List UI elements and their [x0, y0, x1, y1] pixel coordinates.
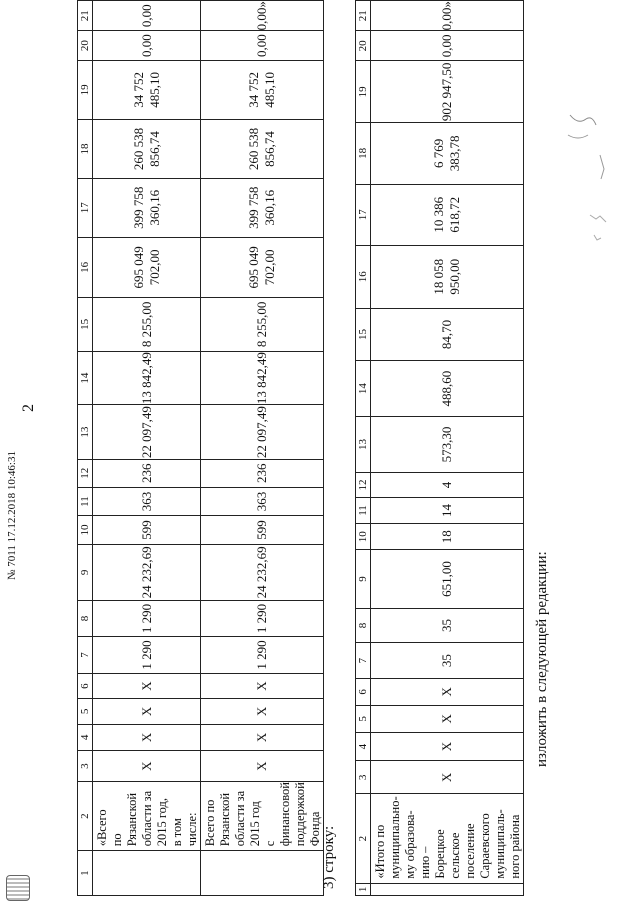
table-row [93, 1, 201, 896]
row-cell: 35 [371, 643, 524, 678]
row-cell: X [201, 751, 324, 782]
row-cell: 13 842,49 [201, 351, 324, 405]
row-cell: 1 290 [93, 637, 201, 674]
col-num: 21 [356, 1, 371, 31]
row-cell: X [93, 673, 201, 698]
row-cell: 488,60 [371, 361, 524, 417]
row-cell: 8 255,00 [93, 297, 201, 351]
col-num: 15 [356, 308, 371, 361]
col-num: 20 [356, 31, 371, 61]
section-title: 3) строку: [321, 825, 337, 889]
row-cell: 0,00» [201, 1, 324, 31]
row-cell: 695 049 702,00 [201, 237, 324, 297]
row-cell: 34 752 485,10 [201, 60, 324, 119]
col-num: 18 [78, 120, 93, 179]
col-num: 5 [78, 699, 93, 724]
col-num: 10 [356, 524, 371, 550]
row-cell: 260 538 856,74 [201, 120, 324, 179]
row-cell: X [93, 699, 201, 724]
row-cell: 399 758 360,16 [201, 178, 324, 237]
col-num: 16 [356, 245, 371, 308]
continuation-text: изложить в следующей редакции: [534, 551, 550, 767]
row-cell [201, 851, 324, 896]
row-cell: 10 386 618,72 [371, 184, 524, 245]
row-cell: 0,00» [371, 1, 524, 31]
col-num: 1 [356, 883, 371, 895]
col-num: 14 [356, 361, 371, 417]
row-cell: X [371, 761, 524, 794]
row-cell: 34 752 485,10 [93, 60, 201, 119]
row-cell: 1 290 [201, 637, 324, 674]
row-cell: 573,30 [371, 416, 524, 472]
table-bottom [355, 0, 524, 896]
row-cell: 24 232,69 [93, 544, 201, 600]
row-label: «Итого по муниципально- му образова- нию – Борецкое сельское поселение Сараевского муниципаль- ного района [371, 794, 524, 883]
row-cell: 1 290 [93, 600, 201, 636]
col-num: 12 [78, 459, 93, 487]
row-cell: 399 758 360,16 [93, 178, 201, 237]
col-num: 17 [78, 178, 93, 237]
row-cell: 363 [93, 487, 201, 516]
col-num: 13 [356, 416, 371, 472]
row-cell: 13 842,49 [93, 351, 201, 405]
col-num: 7 [78, 637, 93, 674]
col-num: 19 [78, 60, 93, 119]
col-num: 19 [356, 61, 371, 123]
row-cell: 4 [371, 473, 524, 498]
col-num: 5 [356, 705, 371, 732]
col-num: 1 [78, 851, 93, 896]
row-cell: 695 049 702,00 [93, 237, 201, 297]
column-number-row [356, 1, 371, 896]
col-num: 4 [356, 732, 371, 761]
col-num: 7 [356, 643, 371, 678]
col-num: 3 [78, 751, 93, 782]
registration-stamp: № 7011 17.12.2018 10:46:31 [6, 451, 18, 580]
row-cell: 0,00 [371, 31, 524, 61]
row-cell: 363 [201, 487, 324, 516]
col-num: 8 [356, 608, 371, 643]
row-cell: X [93, 724, 201, 751]
row-cell: X [371, 732, 524, 761]
row-cell: 18 058 950,00 [371, 245, 524, 308]
row-cell: 24 232,69 [201, 544, 324, 600]
row-cell: 84,70 [371, 308, 524, 361]
column-number-row [78, 1, 93, 896]
page-number: 2 [20, 404, 37, 412]
row-cell: 599 [93, 516, 201, 545]
row-cell: X [93, 751, 201, 782]
rotated-landscape-content [66, 0, 640, 905]
col-num: 20 [78, 31, 93, 60]
table-top [77, 0, 324, 896]
row-cell: X [201, 724, 324, 751]
row-label: «Всего по Рязанской области за 2015 год, в том числе: [93, 782, 201, 851]
row-cell: X [201, 699, 324, 724]
col-num: 18 [356, 123, 371, 184]
row-cell: X [371, 678, 524, 705]
row-cell: 236 [201, 459, 324, 487]
col-num: 12 [356, 473, 371, 498]
registration-seal-icon [6, 875, 30, 901]
col-num: 17 [356, 184, 371, 245]
row-cell [93, 851, 201, 896]
row-cell: 0,00 [93, 31, 201, 60]
col-num: 21 [78, 1, 93, 31]
row-cell: 0,00 [201, 31, 324, 60]
row-cell: 651,00 [371, 550, 524, 608]
col-num: 9 [78, 544, 93, 600]
col-num: 10 [78, 516, 93, 545]
col-num: 2 [78, 782, 93, 851]
row-cell: 22 097,49 [201, 405, 324, 459]
table-row [371, 1, 524, 896]
col-num: 15 [78, 297, 93, 351]
row-cell: 902 947,50 [371, 61, 524, 123]
row-cell: 1 290 [201, 600, 324, 636]
row-label: Всего по Рязанской области за 2015 год с финансовой поддержкой Фонда [201, 782, 324, 851]
row-cell: 22 097,49 [93, 405, 201, 459]
col-num: 11 [78, 487, 93, 516]
row-cell: 18 [371, 524, 524, 550]
row-cell: 0,00 [93, 1, 201, 31]
row-cell: 6 769 383,78 [371, 123, 524, 184]
col-num: 11 [356, 497, 371, 523]
col-num: 2 [356, 794, 371, 883]
row-cell: 599 [201, 516, 324, 545]
row-cell: X [201, 673, 324, 698]
row-cell: 14 [371, 497, 524, 523]
row-cell: 260 538 856,74 [93, 120, 201, 179]
col-num: 13 [78, 405, 93, 459]
row-cell: 236 [93, 459, 201, 487]
table-row [201, 1, 324, 896]
row-cell: X [371, 705, 524, 732]
col-num: 16 [78, 237, 93, 297]
col-num: 8 [78, 600, 93, 636]
col-num: 3 [356, 761, 371, 794]
col-num: 14 [78, 351, 93, 405]
col-num: 6 [356, 678, 371, 705]
row-cell: 8 255,00 [201, 297, 324, 351]
handwritten-marks-icon [560, 95, 630, 265]
col-num: 4 [78, 724, 93, 751]
col-num: 6 [78, 673, 93, 698]
row-cell [371, 883, 524, 895]
row-cell: 35 [371, 608, 524, 643]
col-num: 9 [356, 550, 371, 608]
